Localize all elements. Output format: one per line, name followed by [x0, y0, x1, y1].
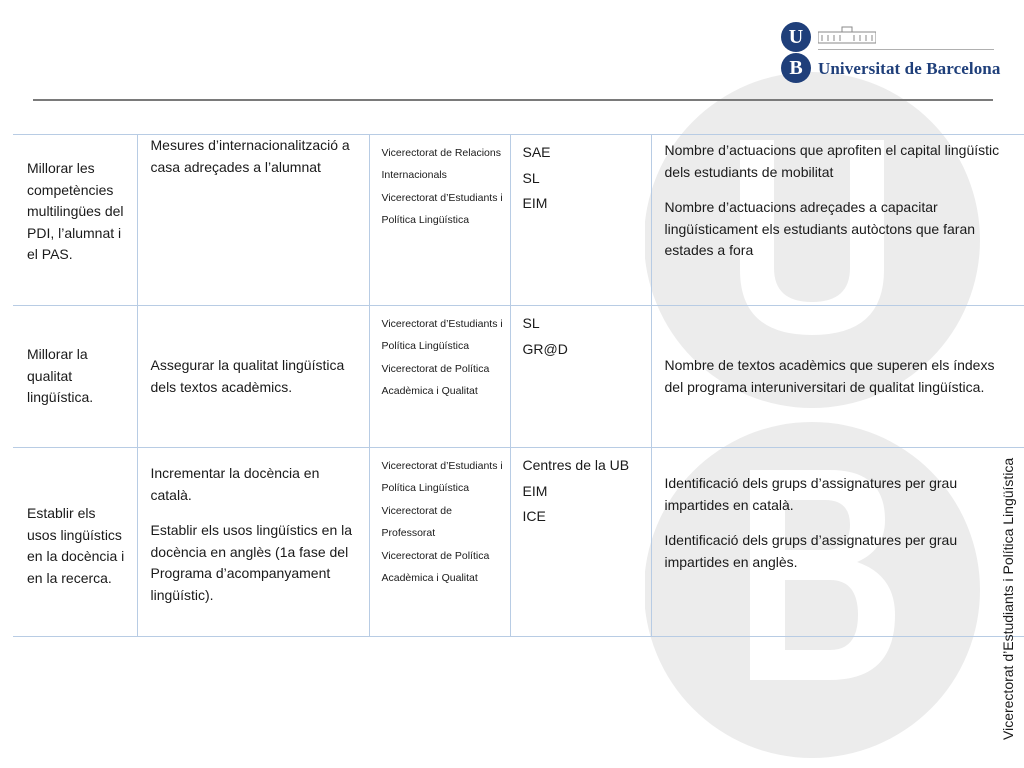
indicator-text: Identificació dels grups d’assignatures per grau impartides en català.: [664, 475, 958, 513]
service-text: ICE: [522, 508, 546, 524]
header-divider: [33, 99, 993, 101]
service-text: SL: [522, 315, 540, 331]
service-text: SAE: [522, 144, 551, 160]
table-row: [13, 448, 1024, 637]
responsible-text: Vicerectorat de Política Acadèmica i Qualitat: [381, 550, 490, 584]
responsible-text: Vicerectorat de Política Acadèmica i Qualitat: [381, 363, 490, 397]
responsible-text: Vicerectorat d’Estudiants i Política Lingüística: [381, 460, 503, 494]
university-logo: [781, 18, 1001, 84]
objective-cell: Millorar la qualitat lingüística.: [27, 346, 94, 405]
indicator-text: Nombre d’actuacions adreçades a capacitar lingüísticament els estudiants autòctons que faran estades a fora: [664, 199, 976, 258]
indicator-text: Nombre d’actuacions que aprofiten el capital lingüístic dels estudiants de mobilitat: [664, 142, 1000, 180]
service-text: SL: [522, 169, 540, 186]
university-name: Universitat de Barcelona: [818, 59, 1001, 78]
responsible-text: Vicerectorat de Professorat: [381, 505, 452, 539]
indicator-text: Nombre de textos acadèmics que superen els índexs del programa interuniversitari de qualitat lingüística.: [664, 357, 995, 395]
table-row: [13, 306, 1024, 448]
indicator-text: Identificació dels grups d’assignatures per grau impartides en anglès.: [664, 532, 958, 570]
measure-text: Incrementar la docència en català.: [150, 465, 320, 503]
language-plan-table: [13, 134, 1024, 637]
measure-text: Establir els usos lingüístics en la docència en anglès (1a fase del Programa d’acompanyament lingüístic).: [150, 522, 353, 603]
measure-text: Assegurar la qualitat lingüística dels textos acadèmics.: [150, 357, 345, 395]
responsible-text: Vicerectorat de Relacions Internacionals: [381, 147, 501, 181]
service-text: Centres de la UB: [522, 457, 630, 473]
building-icon: [818, 26, 876, 44]
logo-rule: [818, 49, 994, 50]
vertical-side-label: Vicerectorat d’Estudiants i Política Lingüística: [1000, 457, 1016, 740]
service-text: GR@D: [522, 340, 568, 357]
logo-b-badge: B: [781, 53, 811, 83]
objective-cell: Millorar les competències multilingües del PDI, l’alumnat i el PAS.: [27, 160, 124, 262]
objective-cell: Establir els usos lingüístics en la docència i en la recerca.: [27, 505, 125, 586]
responsible-text: Vicerectorat d’Estudiants i Política Lingüística: [381, 318, 503, 352]
responsible-text: Vicerectorat d’Estudiants i Política Lingüística: [381, 192, 503, 226]
service-text: EIM: [522, 195, 548, 211]
logo-u-badge: U: [781, 22, 811, 52]
table-row: [13, 135, 1024, 306]
service-text: EIM: [522, 482, 548, 499]
measure-text: Mesures d’internacionalització a casa adreçades a l’alumnat: [150, 137, 350, 175]
